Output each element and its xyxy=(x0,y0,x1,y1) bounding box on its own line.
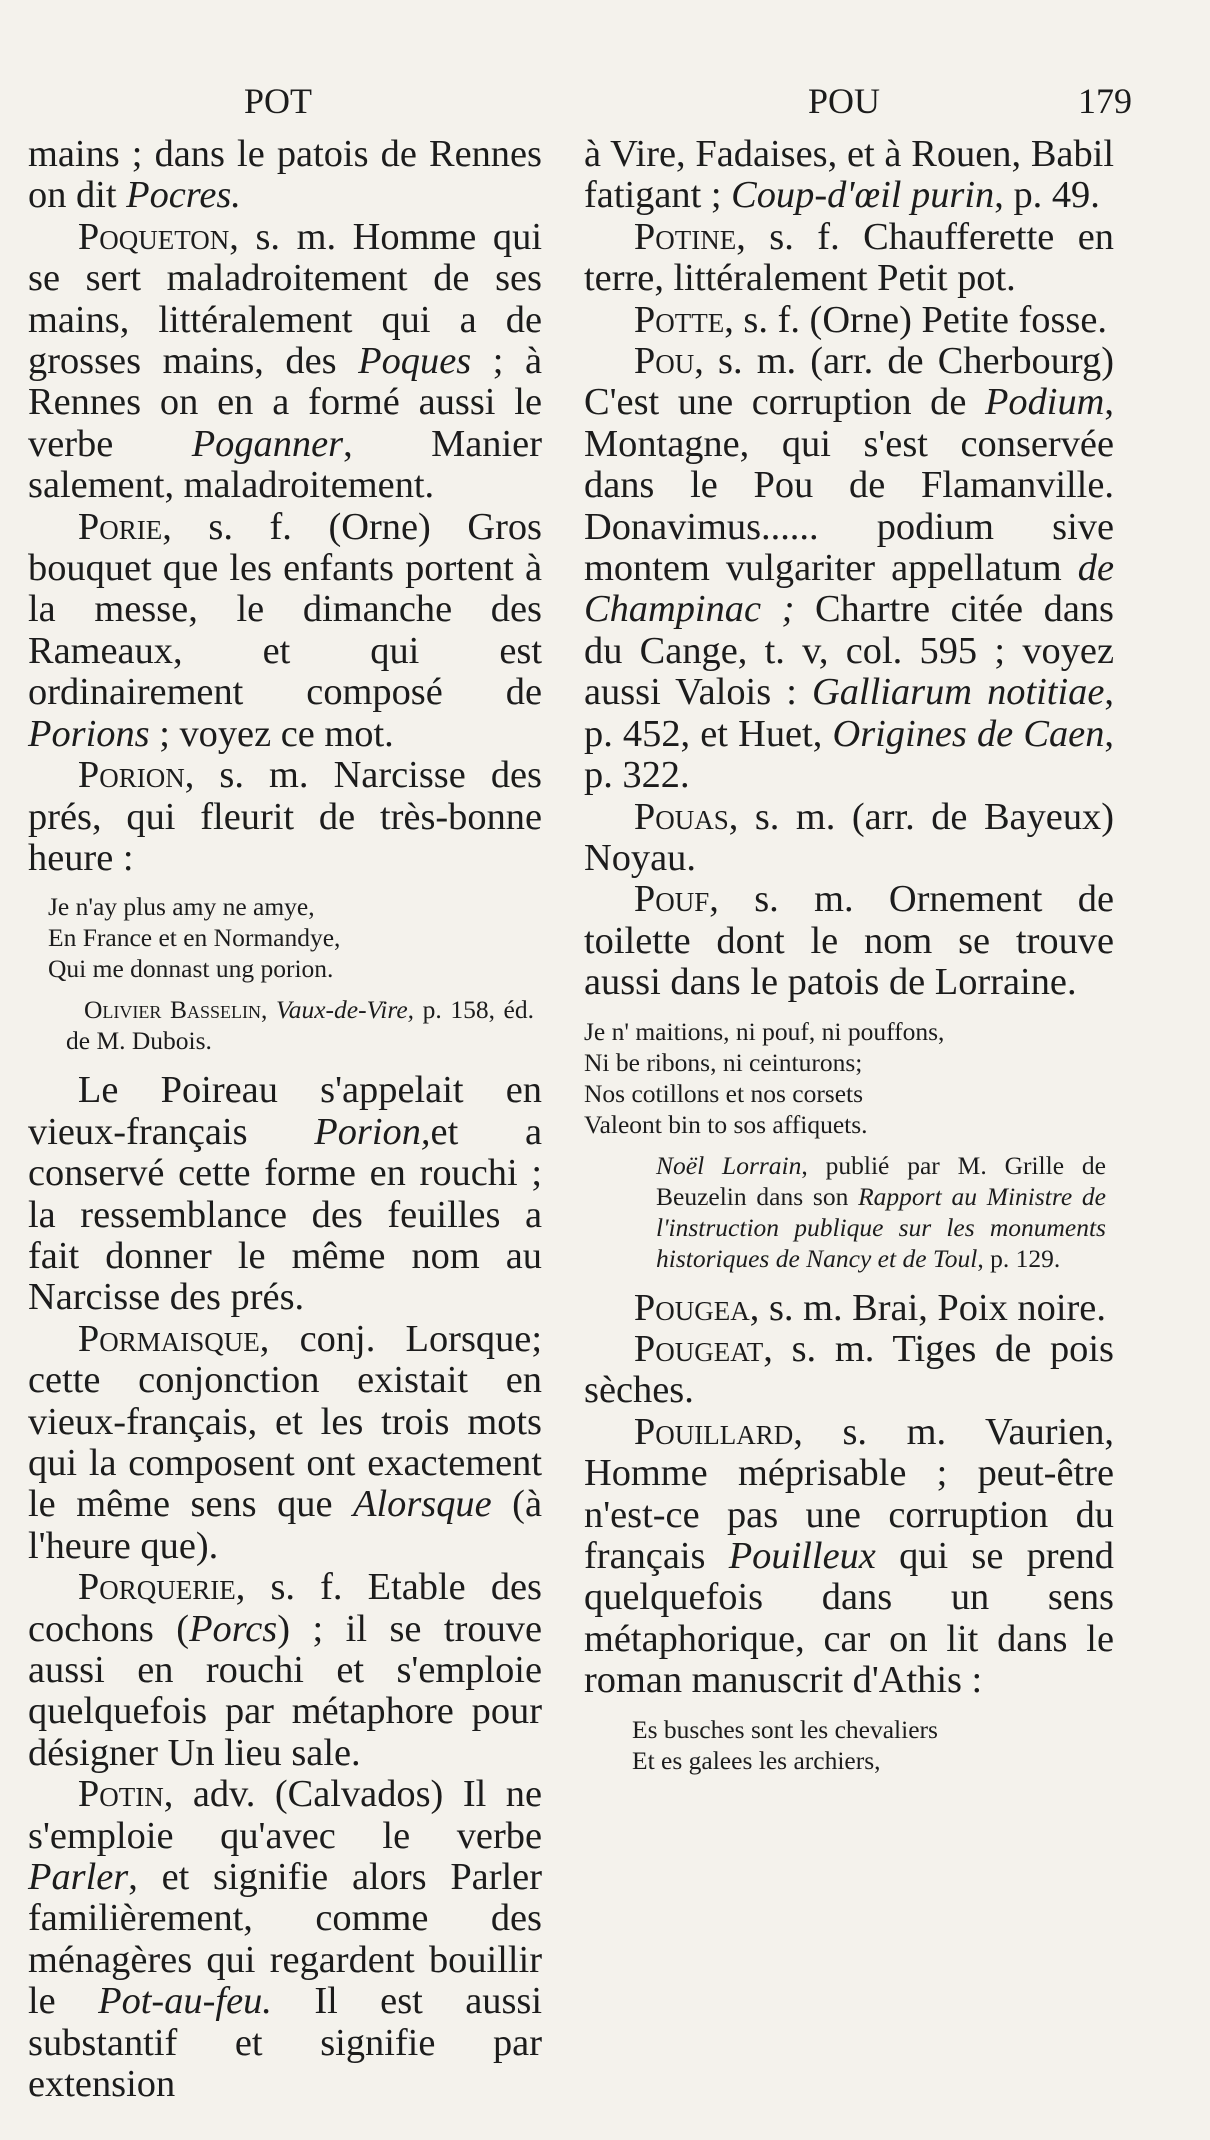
entry-pougeat xyxy=(584,1329,1114,1412)
verse-line: Nos cotillons et nos corsets xyxy=(584,1078,864,1108)
definition: , s. f. Chaufferette en terre, littéralement Petit pot. xyxy=(584,215,1114,300)
definition: ) ; il se trouve aussi en rouchi et s'emploie quelquefois par métaphore pour désigner Un lieu sale. xyxy=(28,1607,543,1774)
headword: Pormaisque xyxy=(77,1317,260,1360)
entry-pormaisque xyxy=(28,1319,542,1567)
citation-ref: , p. 129. xyxy=(977,1243,1061,1273)
entry-pouf xyxy=(584,879,1114,1003)
paragraph-poireau xyxy=(28,1070,542,1318)
definition: , Manier salement, maladroitement. xyxy=(28,422,542,507)
verse-line: Et es galees les archiers, xyxy=(632,1745,881,1775)
citation-work: Noël Lorrain xyxy=(656,1150,802,1180)
definition: , Montagne, qui s'est conservée dans le Pou de Flamanville. Donavimus...... podium sive montem vulgariter appellatum xyxy=(584,381,1114,590)
definition: , s. m. Homme qui se sert maladroitement de ses mains, littéralement qui a de grosses mains, des xyxy=(28,215,542,383)
headword: Potin xyxy=(77,1773,164,1816)
italic-term: Pouilleux xyxy=(728,1534,876,1577)
citation-author: Olivier Basselin, xyxy=(84,995,268,1025)
verse-line: Valeont bin to sos affiquets. xyxy=(584,1109,868,1139)
italic-term: de Champinac ; xyxy=(584,547,1114,631)
entry-porion xyxy=(28,755,542,879)
definition: qui se prend quelquefois dans un sens métaphorique, car on lit dans le roman manuscrit d'Athis : xyxy=(584,1534,1114,1702)
italic-term: Porion, xyxy=(314,1110,431,1153)
headword: Pou xyxy=(633,340,695,383)
text: , p. 49. xyxy=(994,174,1100,217)
headword: Potine xyxy=(633,215,737,258)
headword: Pougeat xyxy=(633,1327,764,1370)
definition: , s. m. Tiges de pois sèches. xyxy=(584,1327,1114,1412)
definition: Chartre citée dans du Cange, t. v, col. 595 ; voyez aussi Valois : xyxy=(584,588,1114,714)
verse-line: En France et en Normandye, xyxy=(48,923,341,953)
definition: , s. m. (arr. de Cherbourg) C'est une corruption de xyxy=(584,340,1114,424)
citation-ref: p. 158, éd. de M. Dubois. xyxy=(66,995,534,1056)
italic-term: Galliarum notitiae xyxy=(812,671,1105,714)
italic-term: Parler xyxy=(28,1856,129,1899)
definition: , s. m. Narcisse des prés, qui fleurit de très-bonne heure : xyxy=(28,754,542,879)
running-head-left: POT xyxy=(244,81,313,121)
entry-pougea xyxy=(584,1288,1114,1329)
definition: , et signifie alors Parler familièrement, comme des ménagères qui regardent bouillir le xyxy=(28,1856,542,2023)
text-italic: Coup-d'œil purin xyxy=(731,174,995,217)
italic-term: Porcs xyxy=(189,1607,278,1650)
headword: Pouas xyxy=(633,795,729,838)
headword: Pougea xyxy=(633,1286,750,1329)
running-head-center: POU xyxy=(808,81,881,121)
definition: , adv. (Calvados) Il ne s'emploie qu'avec le verbe xyxy=(28,1773,542,1857)
entry-porquerie xyxy=(28,1567,542,1774)
italic-term: Porions xyxy=(28,712,150,755)
continuation-paragraph xyxy=(28,134,542,217)
verse-line: Qui me donnast ung porion. xyxy=(48,954,334,984)
italic-term: Poques xyxy=(358,340,472,383)
citation xyxy=(28,994,542,1056)
entry-porie xyxy=(28,507,542,755)
headword: Porion xyxy=(77,754,185,797)
entry-pouillard xyxy=(584,1412,1114,1702)
text: Le Poireau s'appelait en vieux-français xyxy=(28,1069,542,1153)
entry-poqueton xyxy=(28,217,542,507)
definition: , s. f. (Orne) Petite fosse. xyxy=(724,298,1107,341)
headword: Poqueton xyxy=(77,215,230,258)
verse-quotation xyxy=(584,1016,1114,1140)
citation-work: Vaux-de-Vire, xyxy=(275,995,415,1025)
verse-line: Ni be ribons, ni ceinturons; xyxy=(584,1047,863,1077)
italic-term: Pot-au-feu. xyxy=(98,1980,272,2023)
text: mains ; dans le patois de Rennes on dit xyxy=(28,133,542,217)
definition: , s. m. Ornement de toilette dont le nom se trouve aussi dans le patois de Lorraine. xyxy=(584,878,1114,1004)
page-number: 179 xyxy=(1078,81,1132,121)
citation-work: Rapport au Ministre de l'instruction publique sur les monuments historiques de Nancy et de Toul xyxy=(656,1181,1106,1273)
verse-line: Je n'ay plus amy ne amye, xyxy=(48,892,315,922)
definition: , s. f. Etable des cochons ( xyxy=(28,1566,542,1650)
definition: ; voyez ce mot. xyxy=(149,712,394,755)
entry-pouas xyxy=(584,797,1114,880)
headword: Porquerie xyxy=(77,1566,236,1609)
entry-potin xyxy=(28,1774,542,2105)
citation xyxy=(584,1150,1114,1274)
verse-line: Je n' maitions, ni pouf, ni pouffons, xyxy=(584,1016,945,1046)
definition: , s. m. Brai, Poix noire. xyxy=(749,1286,1106,1329)
italic-term: Podium xyxy=(984,381,1105,424)
entry-pou xyxy=(584,341,1114,796)
headword: Potte xyxy=(633,298,725,341)
verse-line: Es busches sont les chevaliers xyxy=(632,1714,938,1744)
definition: ; à Rennes on en a formé aussi le verbe xyxy=(28,340,542,465)
definition: , p. 322. xyxy=(584,712,1114,797)
definition: , conj. Lorsque; cette conjonction existait en vieux-français, et les trois mots qui la composent ont exactement le même sens que xyxy=(28,1317,542,1526)
definition: Il est aussi substantif et signifie par extension xyxy=(28,1980,543,2106)
entry-potte xyxy=(584,300,1114,341)
entry-potine xyxy=(584,217,1114,300)
headword: Pouf xyxy=(633,878,710,921)
headword: Porie xyxy=(77,505,163,548)
text: et a conservé cette forme en rouchi ; la ressemblance des feuilles a fait donner le même nom au Narcisse des prés. xyxy=(28,1110,542,1319)
definition: (à l'heure que). xyxy=(28,1483,542,1567)
citation-text: , publié par M. Grille de Beuzelin dans son xyxy=(656,1150,1106,1211)
definition: , s. m. Vaurien, Homme méprisable ; peut-être n'est-ce pas une corruption du français xyxy=(584,1410,1114,1577)
definition: , p. 452, et Huet, xyxy=(584,671,1114,755)
continuation-paragraph xyxy=(584,134,1114,217)
definition: , s. f. (Orne) Gros bouquet que les enfants portent à la messe, le dimanche des Rameaux, et qui est ordinairement composé de xyxy=(28,505,542,714)
left-column xyxy=(28,134,542,2105)
headword: Pouillard xyxy=(633,1410,794,1453)
italic-term: Poganner xyxy=(191,422,344,465)
right-column xyxy=(584,134,1114,1786)
definition: , s. m. (arr. de Bayeux) Noyau. xyxy=(584,795,1114,879)
italic-term: Origines de Caen xyxy=(832,712,1105,755)
text-italic: Pocres. xyxy=(126,174,241,217)
italic-term: Alorsque xyxy=(353,1483,492,1526)
text: à Vire, Fadaises, et à Rouen, Babil fatigant ; xyxy=(584,133,1114,217)
verse-quotation xyxy=(584,1714,1114,1776)
verse-quotation xyxy=(28,891,542,984)
